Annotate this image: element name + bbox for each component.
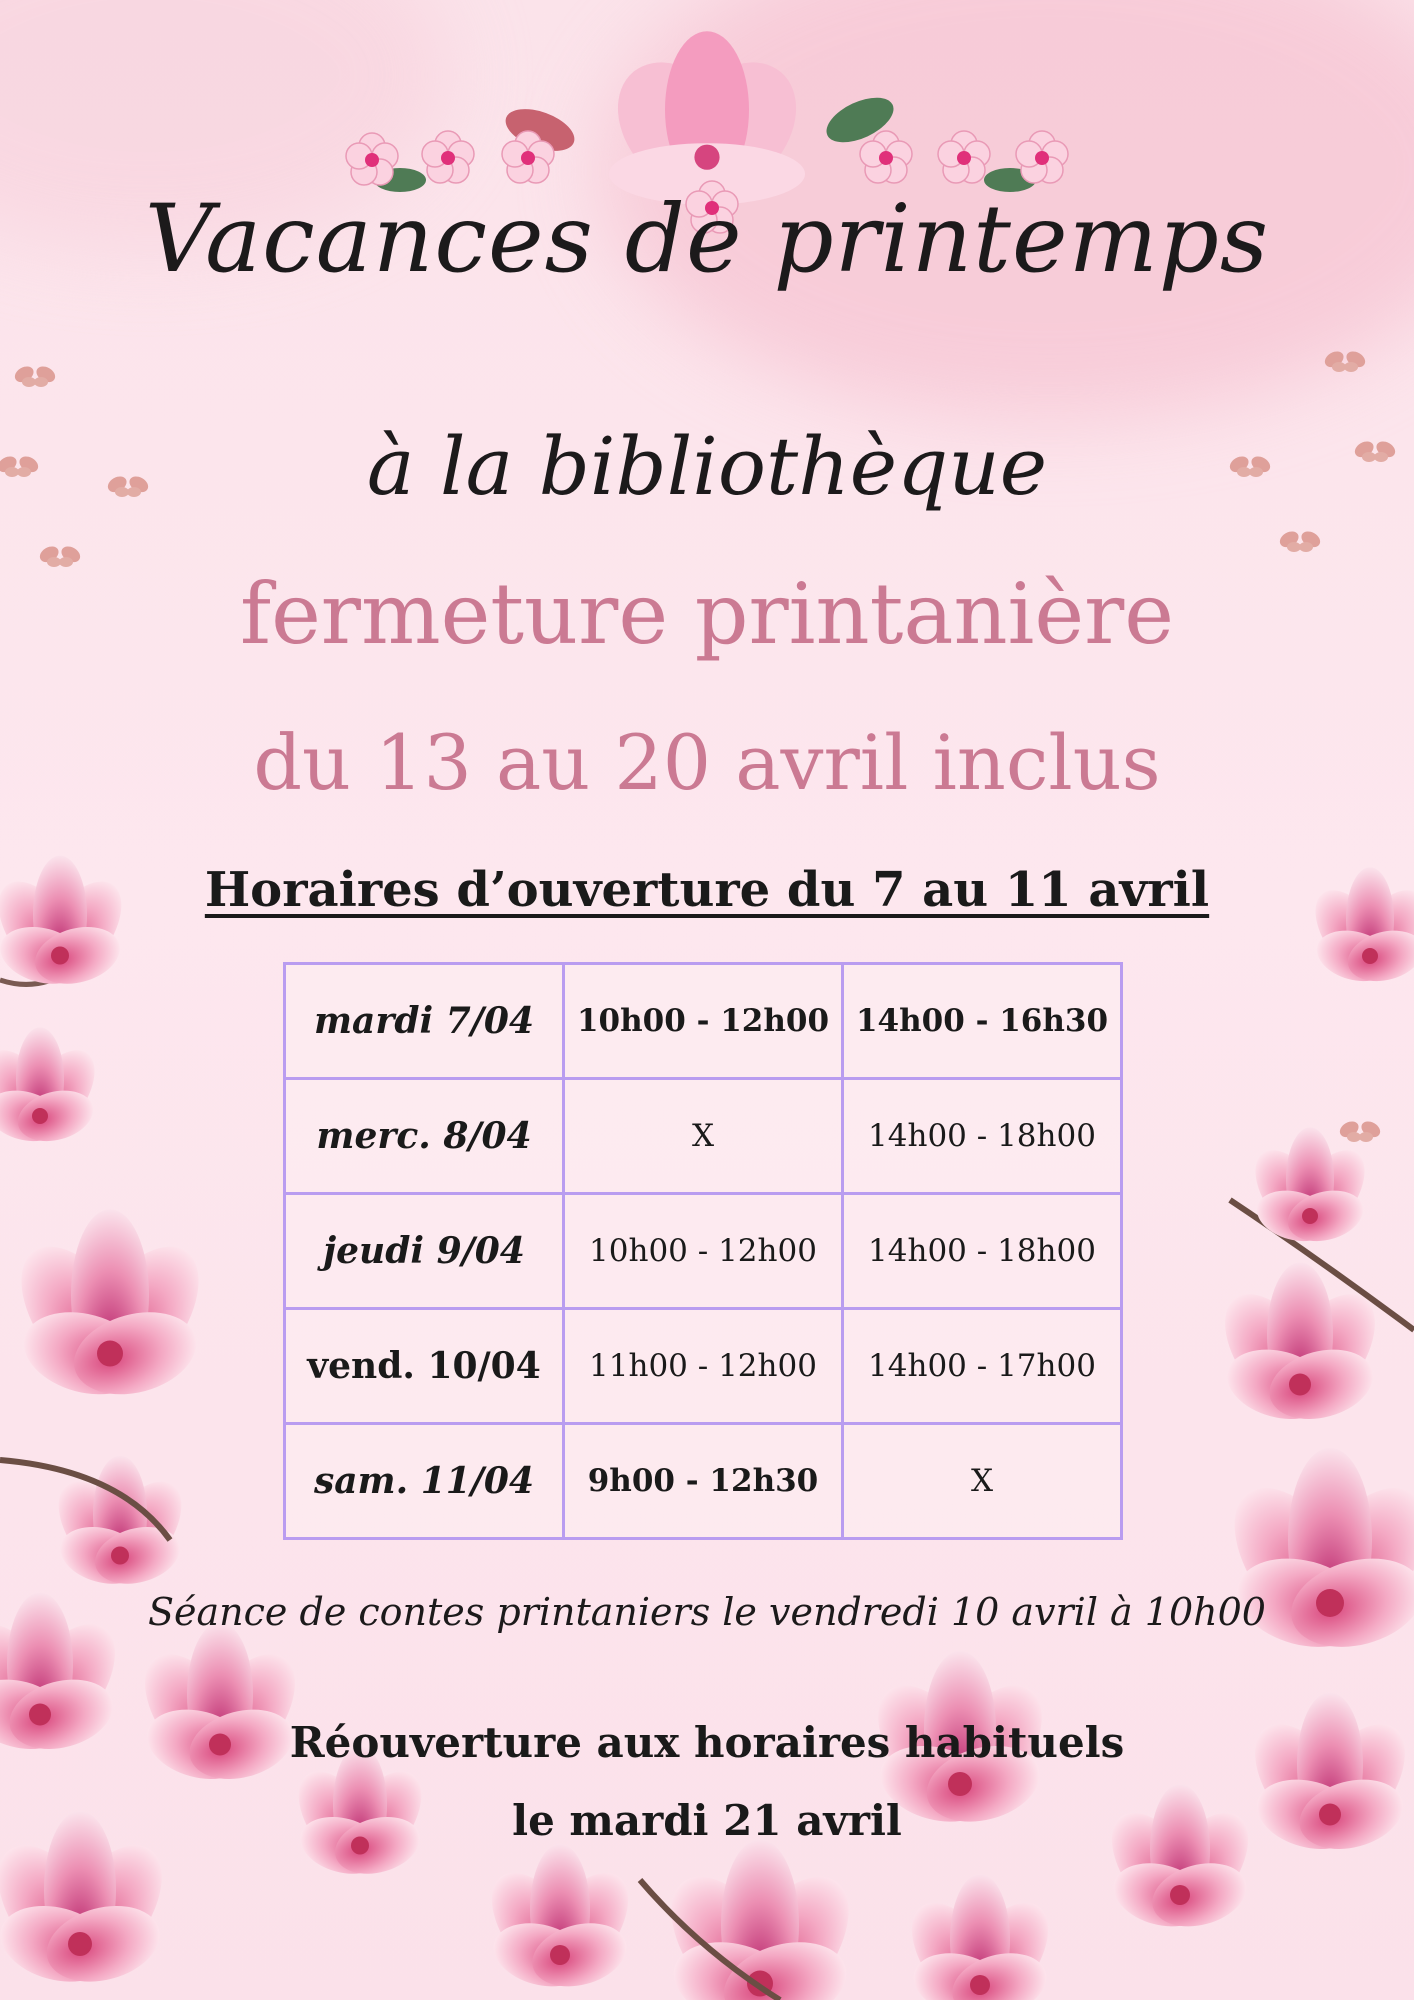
afternoon-hours-cell: 14h00 - 16h30 [843, 964, 1122, 1079]
table-row [285, 1424, 1122, 1539]
opening-hours-table [283, 962, 1123, 1540]
hours-heading: Horaires d’ouverture du 7 au 11 avril [204, 862, 1210, 918]
table-row [285, 964, 1122, 1079]
main-title-line2: à la bibliothèque [366, 420, 1048, 513]
right-flowers [1094, 867, 1414, 1937]
day-cell: merc. 8/04 [285, 1079, 564, 1194]
morning-hours-cell: 11h00 - 12h00 [564, 1309, 843, 1424]
reopening-line2: le mardi 21 avril [512, 1796, 902, 1845]
table-row [285, 1194, 1122, 1309]
morning-hours-cell: X [564, 1079, 843, 1194]
closure-dates: du 13 au 20 avril inclus [253, 718, 1161, 807]
table-row [285, 1079, 1122, 1194]
day-cell: jeudi 9/04 [285, 1194, 564, 1309]
reopening-line1: Réouverture aux horaires habituels [289, 1718, 1125, 1767]
morning-hours-cell: 9h00 - 12h30 [564, 1424, 843, 1539]
afternoon-hours-cell: 14h00 - 18h00 [843, 1194, 1122, 1309]
day-cell: mardi 7/04 [285, 964, 564, 1079]
main-title-line1: Vacances de printemps [144, 185, 1270, 294]
closure-heading: fermeture printanière [239, 565, 1174, 663]
day-cell: sam. 11/04 [285, 1424, 564, 1539]
storytime-note: Séance de contes printaniers le vendredi 10 avril à 10h00 [148, 1590, 1266, 1634]
morning-hours-cell: 10h00 - 12h00 [564, 1194, 843, 1309]
day-cell: vend. 10/04 [285, 1309, 564, 1424]
afternoon-hours-cell: 14h00 - 18h00 [843, 1079, 1122, 1194]
afternoon-hours-cell: X [843, 1424, 1122, 1539]
afternoon-hours-cell: 14h00 - 17h00 [843, 1309, 1122, 1424]
morning-hours-cell: 10h00 - 12h00 [564, 964, 843, 1079]
table-row [285, 1309, 1122, 1424]
